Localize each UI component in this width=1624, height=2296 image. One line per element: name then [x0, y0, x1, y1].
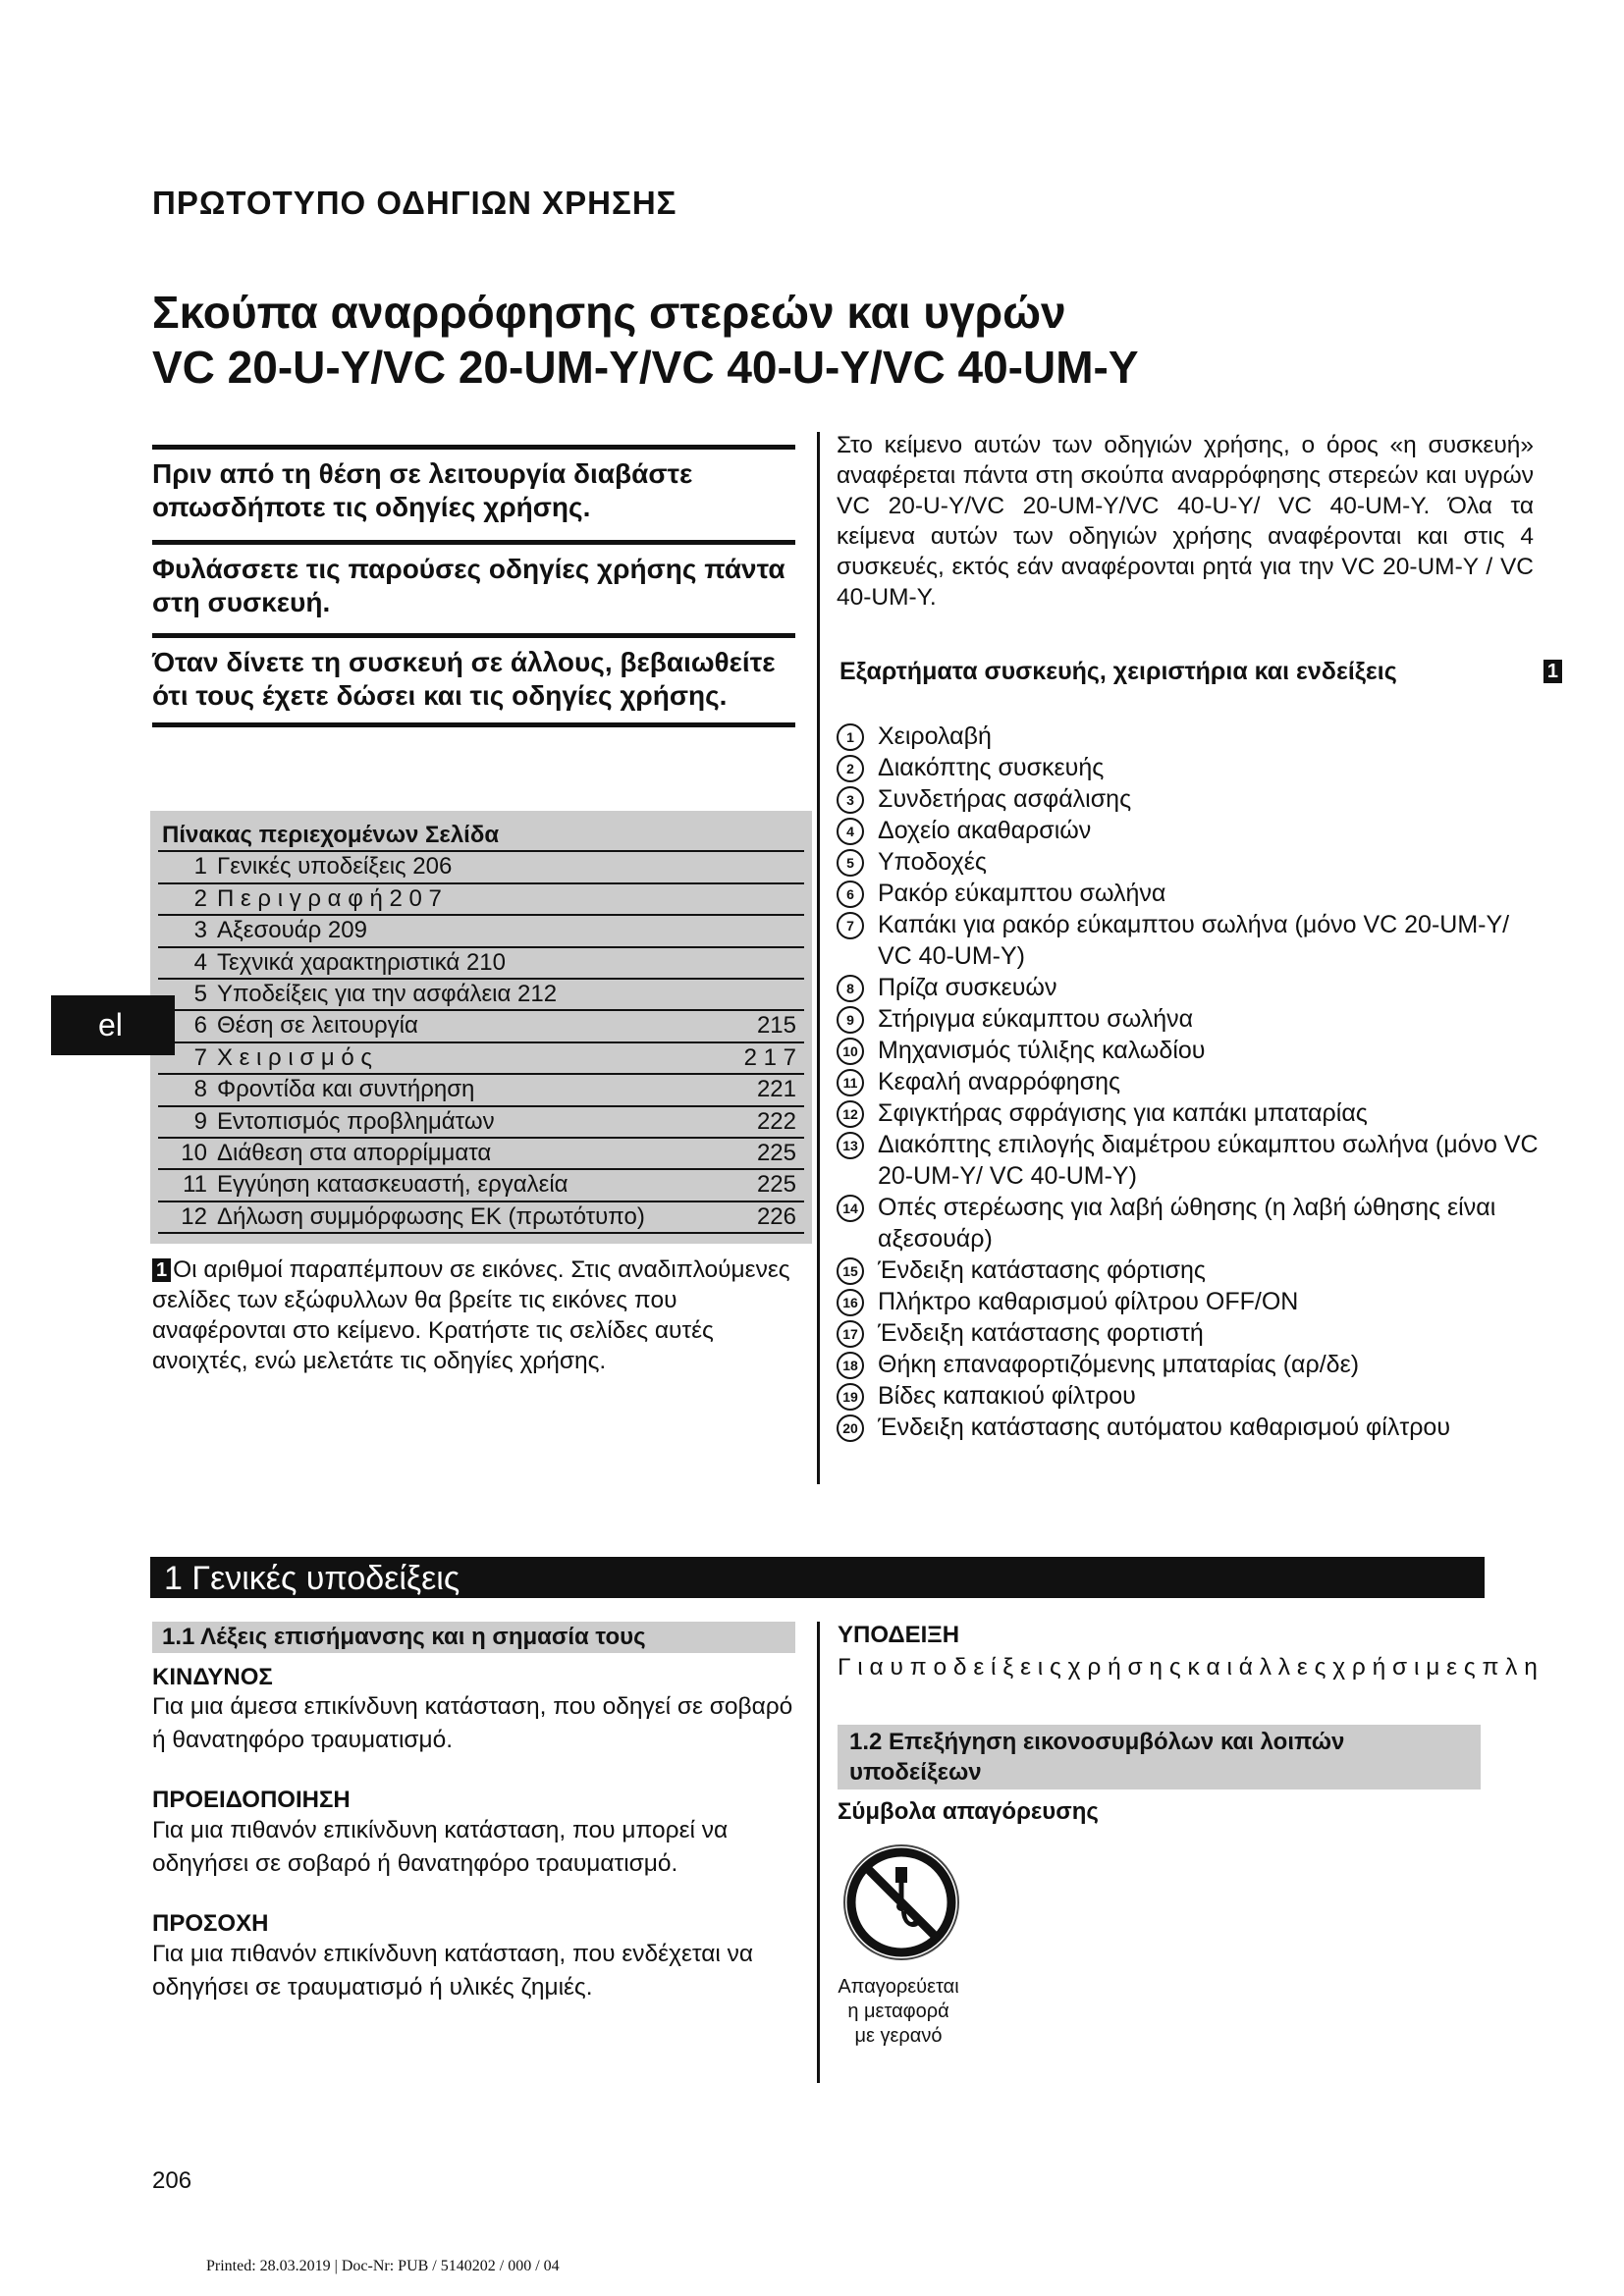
toc-row [158, 1170, 804, 1201]
toc-number: 12 [181, 1202, 207, 1230]
toc-number: 5 [193, 980, 207, 1007]
note-label: ΥΠΟΔΕΙΞΗ [838, 1622, 960, 1648]
part-number-badge: 4 [837, 818, 864, 845]
toc-label: Θέση σε λειτουργία [217, 1012, 418, 1040]
parts-heading [839, 658, 1564, 686]
part-number-badge: 20 [837, 1415, 864, 1442]
part-name: Βίδες καπακιού φίλτρου [878, 1382, 1136, 1410]
intro-text-1: Πριν από τη θέση σε λειτουργία διαβάστε οπωσδήποτε τις οδηγίες χρήσης. [152, 458, 693, 522]
title-line-1: Σκούπα αναρρόφησης στερεών και υγρών [152, 287, 1066, 338]
parts-list-item [837, 783, 1543, 815]
part-number-badge: 8 [837, 975, 864, 1002]
danger-label: ΚΙΝΔΥΝΟΣ [152, 1664, 273, 1690]
toc-label: Φροντίδα και συντήρηση [217, 1076, 475, 1103]
toc-page: 222 [756, 1107, 796, 1135]
subsection-1-2-heading: 1.2 Επεξήγηση εικονοσυμβόλων και λοιπών υποδείξεων [838, 1725, 1481, 1789]
part-number-badge: 5 [837, 849, 864, 877]
part-number-badge: 15 [837, 1257, 864, 1285]
parts-list-item [837, 752, 1543, 783]
part-number-badge: 12 [837, 1100, 864, 1128]
part-number-badge: 6 [837, 881, 864, 908]
toc-page: 226 [756, 1202, 796, 1230]
toc-label: Εντοπισμός προβλημάτων [217, 1107, 495, 1135]
table-of-contents [150, 811, 812, 1244]
part-number-badge: 2 [837, 755, 864, 782]
part-name: Διακόπτης συσκευής [878, 754, 1105, 781]
warning-label: ΠΡΟΕΙΔΟΠΟΙΗΣΗ [152, 1787, 351, 1813]
part-name: Στήριγμα εύκαμπτου σωλήνα [878, 1005, 1194, 1033]
warning-text: Για μια πιθανόν επικίνδυνη κατάσταση, που μπορεί να οδηγήσει σε σοβαρό ή θανατηφόρο τραυματισμό. [152, 1817, 729, 1877]
toc-number: 3 [193, 917, 207, 944]
section-1-heading [150, 1557, 1485, 1598]
intro-keep-instructions [152, 540, 795, 629]
parts-list-item [837, 721, 1543, 752]
toc-page: 215 [756, 1012, 796, 1040]
toc-row [158, 1139, 804, 1170]
danger-text: Για μια άμεσα επικίνδυνη κατάσταση, που οδηγεί σε σοβαρό ή θανατηφόρο τραυματισμό. [152, 1693, 793, 1753]
parts-list-item [837, 1192, 1543, 1255]
print-info: Printed: 28.03.2019 | Doc-Nr: PUB / 5140202 / 000 / 04 [206, 2258, 560, 2274]
device-term-note: Στο κείμενο αυτών των οδηγιών χρήσης, ο όρος «η συσκευή» αναφέρεται πάντα στη σκούπα αναρρόφησης στερεών και υγρών VC 20-U-Y/VC 20-UM-Y/VC 40-U-Y/ VC 40-UM-Y. Όλα τα κείμενα αυτών των οδηγιών χρήσης αναφέρονται και στις 4 συσκευές, εκτός εάν αναφέρονται ρητά για την VC 20-UM-Y / VC 40-UM-Y. [837, 432, 1534, 611]
toc-label: Υποδείξεις για την ασφάλεια 212 [217, 980, 558, 1007]
toc-row [158, 1107, 804, 1139]
part-number-badge: 7 [837, 912, 864, 939]
parts-list-item [837, 1255, 1543, 1286]
part-name: Πρίζα συσκευών [878, 974, 1057, 1001]
parts-list-item [837, 846, 1543, 878]
toc-label: Εγγύηση κατασκευαστή, εργαλεία [217, 1171, 568, 1199]
toc-row [158, 980, 804, 1011]
title-line-2: VC 20-U-Y/VC 20-UM-Y/VC 40-U-Y/VC 40-UM-Y [152, 342, 1139, 393]
no-crane-transport-icon [840, 1842, 962, 1963]
parts-list-item [837, 1349, 1543, 1380]
page-number: 206 [152, 2167, 192, 2194]
part-name: Ένδειξη κατάστασης φορτιστή [878, 1319, 1204, 1347]
parts-list-item [837, 1097, 1543, 1129]
parts-list-item [837, 878, 1543, 909]
section-1-title: 1 Γενικές υποδείξεις [164, 1560, 460, 1597]
toc-label: Τεχνικά χαρακτηριστικά 210 [217, 948, 506, 976]
toc-number: 7 [193, 1043, 207, 1071]
document-type-heading: ΠΡΩΤΟΤΥΠΟ ΟΔΗΓΙΩΝ ΧΡΗΣΗΣ [152, 185, 677, 221]
part-number-badge: 14 [837, 1195, 864, 1222]
parts-list-item [837, 1412, 1543, 1443]
toc-heading: Πίνακας περιεχομένων Σελίδα [158, 821, 804, 852]
intro-text-3: Όταν δίνετε τη συσκευή σε άλλους, βεβαιωθείτε ότι τους έχετε δώσει και τις οδηγίες χρήσης. [152, 647, 776, 711]
toc-number: 10 [181, 1139, 207, 1166]
toc-row [158, 1043, 804, 1075]
part-number-badge: 1 [837, 723, 864, 751]
toc-row [158, 884, 804, 916]
part-number-badge: 3 [837, 786, 864, 814]
toc-number: 2 [193, 884, 207, 912]
part-number-badge: 10 [837, 1038, 864, 1065]
toc-label: Γενικές υποδείξεις 206 [217, 853, 453, 881]
intro-hand-over [152, 633, 795, 727]
part-name: Ρακόρ εύκαμπτου σωλήνα [878, 880, 1166, 907]
parts-list-item [837, 909, 1543, 972]
part-name: Καπάκι για ρακόρ εύκαμπτου σωλήνα (μόνο VC 20-UM-Y/ VC 40-UM-Y) [878, 911, 1510, 970]
toc-row [158, 916, 804, 947]
part-name: Κεφαλή αναρρόφησης [878, 1068, 1121, 1095]
part-name: Διακόπτης επιλογής διαμέτρου εύκαμπτου σωλήνα (μόνο VC 20-UM-Y/ VC 40-UM-Y) [878, 1131, 1539, 1190]
intro-read-instructions [152, 445, 795, 534]
toc-row [158, 1075, 804, 1106]
figure-reference-note [152, 1255, 800, 1376]
part-name: Δοχείο ακαθαρσιών [878, 817, 1092, 844]
toc-label: Αξεσουάρ 209 [217, 917, 367, 944]
part-number-badge: 9 [837, 1006, 864, 1034]
part-number-badge: 13 [837, 1132, 864, 1159]
parts-heading-text: Εξαρτήματα συσκευής, χειριστήρια και ενδείξεις [839, 658, 1397, 685]
part-name: Υποδοχές [878, 848, 987, 876]
column-divider [817, 432, 820, 1484]
intro-text-2: Φυλάσσετε τις παρούσες οδηγίες χρήσης πάντα στη συσκευή. [152, 554, 785, 617]
part-name: Ένδειξη κατάστασης αυτόματου καθαρισμού φίλτρου [878, 1414, 1450, 1441]
prohibition-symbols-label: Σύμβολα απαγόρευσης [838, 1798, 1099, 1825]
part-name: Ένδειξη κατάστασης φόρτισης [878, 1256, 1206, 1284]
part-number-badge: 11 [837, 1069, 864, 1096]
parts-list-item [837, 972, 1543, 1003]
part-name: Πλήκτρο καθαρισμού φίλτρου OFF/ON [878, 1288, 1299, 1315]
parts-list-item [837, 1066, 1543, 1097]
toc-number: 1 [193, 853, 207, 881]
toc-label: Π ε ρ ι γ ρ α φ ή 2 0 7 [217, 884, 442, 912]
part-name: Μηχανισμός τύλιξης καλωδίου [878, 1037, 1206, 1064]
caution-text: Για μια πιθανόν επικίνδυνη κατάσταση, που ενδέχεται να οδηγήσει σε τραυματισμό ή υλικές ζημιές. [152, 1941, 754, 2001]
page-title [152, 285, 1139, 395]
toc-row [158, 1202, 804, 1234]
parts-list-item [837, 1380, 1543, 1412]
language-tab: el [51, 995, 175, 1055]
part-number-badge: 17 [837, 1320, 864, 1348]
caution-label: ΠΡΟΣΟΧΗ [152, 1910, 269, 1937]
part-name: Χειρολαβή [878, 722, 992, 750]
part-number-badge: 16 [837, 1289, 864, 1316]
toc-label: Διάθεση στα απορρίμματα [217, 1139, 492, 1166]
toc-number: 9 [193, 1107, 207, 1135]
parts-list-item [837, 1317, 1543, 1349]
toc-label: Δήλωση συμμόρφωσης ΕΚ (πρωτότυπο) [217, 1202, 645, 1230]
toc-number: 11 [183, 1171, 207, 1199]
figure-badge: 1 [152, 1258, 171, 1282]
toc-page: 221 [756, 1076, 796, 1103]
toc-number: 4 [193, 948, 207, 976]
subsection-1-1-heading: 1.1 Λέξεις επισήμανσης και η σημασία τους [152, 1622, 795, 1653]
parts-figure-badge: 1 [1543, 660, 1562, 683]
part-name: Σφιγκτήρας σφράγισης για καπάκι μπαταρίας [878, 1099, 1368, 1127]
toc-label: Χ ε ι ρ ι σ μ ό ς [217, 1043, 372, 1071]
toc-row [158, 852, 804, 883]
toc-number: 8 [193, 1076, 207, 1103]
toc-page: 225 [756, 1139, 796, 1166]
part-number-badge: 19 [837, 1383, 864, 1411]
parts-list [837, 721, 1543, 1443]
toc-page: 225 [756, 1171, 796, 1199]
toc-row [158, 1011, 804, 1042]
parts-list-item [837, 1003, 1543, 1035]
parts-list-item [837, 1035, 1543, 1066]
part-name: Συνδετήρας ασφάλισης [878, 785, 1132, 813]
part-number-badge: 18 [837, 1352, 864, 1379]
parts-list-item [837, 815, 1543, 846]
figure-note-text: Οι αριθμοί παραπέμπουν σε εικόνες. Στις αναδιπλούμενες σελίδες των εξώφυλλων θα βρείτε τις εικόνες που αναφέρονται στο κείμενο. Κρατήστε τις σελίδες αυτές ανοιχτές, ενώ μελετάτε τις οδηγίες χρήσης. [152, 1256, 790, 1374]
part-name: Οπές στερέωσης για λαβή ώθησης (η λαβή ώθησης είναι αξεσουάρ) [878, 1194, 1496, 1253]
toc-page: 2 1 7 [743, 1043, 796, 1071]
toc-row [158, 948, 804, 980]
note-text: Γ ι α υ π ο δ ε ί ξ ε ι ς χ ρ ή σ η ς κ α ι ά λ λ ε ς χ ρ ή σ ι μ ε ς π λ η [838, 1654, 1538, 1681]
toc-number: 6 [193, 1012, 207, 1040]
part-name: Θήκη επαναφορτιζόμενης μπαταρίας (αρ/δε) [878, 1351, 1360, 1378]
no-crane-caption: Απαγορεύεται η μεταφορά με γερανό [838, 1976, 959, 2047]
parts-list-item [837, 1286, 1543, 1317]
parts-list-item [837, 1129, 1543, 1192]
